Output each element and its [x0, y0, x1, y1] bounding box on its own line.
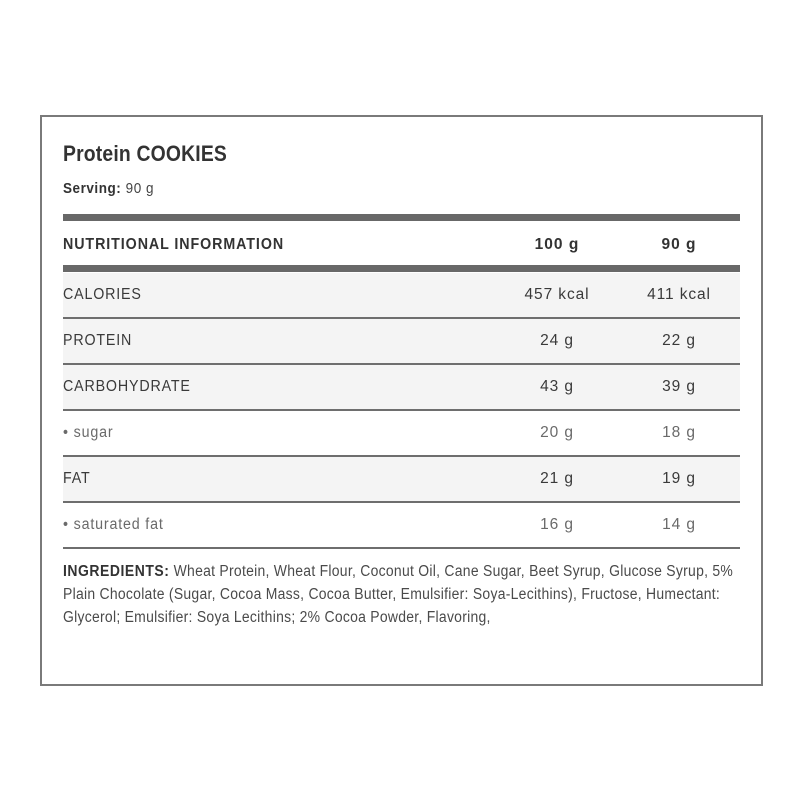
row-value-100g: 21 g — [540, 470, 574, 487]
row-value-serving: 39 g — [662, 378, 696, 395]
table-row-calories — [63, 273, 740, 319]
row-label: CARBOHYDRATE — [63, 378, 191, 395]
row-value-serving: 14 g — [662, 516, 696, 533]
row-value-100g: 457 kcal — [524, 286, 590, 303]
serving-value: 90 g — [125, 180, 155, 197]
table-row-sugar — [63, 411, 740, 457]
header-nutritional-information: NUTRITIONAL INFORMATION — [63, 236, 285, 253]
row-label: FAT — [63, 470, 91, 487]
row-value-serving: 411 kcal — [647, 286, 711, 303]
row-value-100g: 20 g — [540, 424, 574, 441]
header-per-serving: 90 g — [661, 236, 697, 253]
row-value-serving: 18 g — [662, 424, 696, 441]
ingredients-text-block — [63, 560, 740, 629]
row-value-serving: 22 g — [662, 332, 696, 349]
table-row-protein — [63, 319, 740, 365]
row-value-100g: 43 g — [540, 378, 574, 395]
nutrition-panel — [40, 115, 763, 686]
row-label: PROTEIN — [63, 332, 133, 349]
row-label: • saturated fat — [63, 516, 164, 533]
nutrition-table-body — [63, 273, 740, 549]
serving-info — [63, 180, 154, 197]
table-header — [63, 222, 740, 268]
row-label: CALORIES — [63, 286, 142, 303]
serving-label: Serving: — [63, 180, 122, 197]
table-row-carbohydrate — [63, 365, 740, 411]
header-bottom-divider — [63, 265, 740, 272]
ingredients-section — [63, 560, 740, 629]
row-label: • sugar — [63, 424, 114, 441]
row-value-serving: 19 g — [662, 470, 696, 487]
ingredients-label: INGREDIENTS: — [63, 563, 170, 580]
row-value-100g: 24 g — [540, 332, 574, 349]
product-title: Protein COOKIES — [63, 141, 227, 166]
row-value-100g: 16 g — [540, 516, 574, 533]
ingredients-list: Wheat Protein, Wheat Flour, Coconut Oil, Cane Sugar, Beet Syrup, Glucose Syrup, 5% Plain Chocolate (Sugar, Cocoa Mass, Cocoa Butter, Emulsifier: Soya-Lecithins), Fructose, Humectant: Glycerol; Emulsifier: Soya Lecithins; 2% Cocoa Powder, Flavoring, — [63, 563, 734, 626]
table-row-fat — [63, 457, 740, 503]
table-row-saturated-fat — [63, 503, 740, 549]
header-per-100g: 100 g — [534, 236, 580, 253]
header-top-divider — [63, 214, 740, 221]
